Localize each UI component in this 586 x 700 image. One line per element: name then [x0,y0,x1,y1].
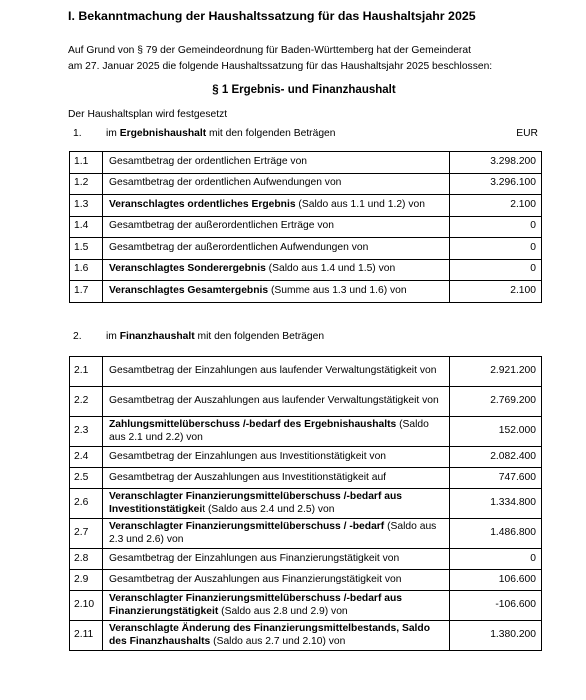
row-text: (Saldo aus 2.7 und 2.10) von [210,635,346,647]
table-row [70,152,542,174]
table-row [70,238,542,260]
row-value: 2.100 [450,281,542,303]
row-number: 1.4 [70,216,103,238]
row-text: (Saldo aus 2.1 und 2.2) von [109,418,429,443]
row-description [103,281,450,303]
row-bold-text: Veranschlagte Änderung des Finanzierungsmittelbestands, Saldo des Finanzhaushalts [109,622,430,647]
row-number: 2.4 [70,447,103,468]
row-bold-text: Veranschlagtes Gesamtergebnis [109,284,269,296]
document-title: I. Bekanntmachung der Haushaltssatzung für das Haushaltsjahr 2025 [68,9,476,23]
table-row [70,195,542,217]
row-value: 0 [450,238,542,260]
row-description [103,447,450,468]
table-row [70,173,542,195]
row-bold-text: Zahlungsmittelüberschuss /-bedarf des Ergebnishaushalts [109,418,397,430]
row-value: 3.298.200 [450,152,542,174]
row-description [103,387,450,417]
currency-label: EUR [516,128,538,139]
row-description [103,570,450,591]
row-text: Gesamtbetrag der ordentlichen Erträge von [109,155,308,167]
row-value: 2.082.400 [450,447,542,468]
row-text: (Saldo aus 2.3 und 2.6) von [109,520,437,545]
row-number: 2.8 [70,549,103,570]
row-value: 106.600 [450,570,542,591]
table-row [70,447,542,468]
row-description [103,468,450,489]
row-number: 2.11 [70,621,103,651]
ergebnishaushalt-table [69,151,542,303]
row-description [103,417,450,447]
row-text: (Saldo aus 1.1 und 1.2) von [295,198,425,210]
row-text: Gesamtbetrag der ordentlichen Aufwendungen von [109,177,342,189]
row-bold-text: Veranschlagter Finanzierungsmittelüberschuss /-bedarf aus Finanzierungstätigkeit [109,592,402,617]
row-number: 2.2 [70,387,103,417]
row-number: 1.7 [70,281,103,303]
row-value: 3.296.100 [450,173,542,195]
row-number: 2.1 [70,357,103,387]
row-text: (Saldo aus 1.4 und 1.5) von [265,263,396,275]
row-value: 1.334.800 [450,489,542,519]
row-number: 2.3 [70,417,103,447]
part2-label: im Finanzhaushalt mit den folgenden Beträgen [106,331,325,342]
row-description [103,357,450,387]
row-bold-text: Veranschlagter Finanzierungsmittelüberschuss / -bedarf [109,520,385,532]
row-description [103,195,450,217]
row-text: Gesamtbetrag der Auszahlungen aus laufender Verwaltungstätigkeit von [109,395,439,407]
intro-line: Auf Grund von § 79 der Gemeindeordnung für Baden-Württemberg hat der Gemeinderat [68,45,471,56]
table-row [70,417,542,447]
table-row [70,621,542,651]
row-number: 2.9 [70,570,103,591]
row-description [103,519,450,549]
row-description [103,489,450,519]
table-row [70,549,542,570]
row-description [103,259,450,281]
row-description [103,591,450,621]
finanzhaushalt-table [69,356,542,651]
table-row [70,387,542,417]
row-value: -106.600 [450,591,542,621]
table-row [70,591,542,621]
row-text: Gesamtbetrag der Einzahlungen aus Finanzierungstätigkeit von [109,552,400,564]
row-value: 152.000 [450,417,542,447]
table-row [70,357,542,387]
row-value: 2.921.200 [450,357,542,387]
row-text: (Summe aus 1.3 und 1.6) von [268,284,407,296]
section-heading: § 1 Ergebnis- und Finanzhaushalt [212,84,396,96]
row-number: 2.7 [70,519,103,549]
lead-text: Der Haushaltsplan wird festgesetzt [68,109,228,120]
row-description [103,621,450,651]
row-bold-text: Veranschlagter Finanzierungsmittelüberschuss /-bedarf aus Investitionstätigkei [109,490,402,515]
row-number: 1.6 [70,259,103,281]
row-value: 1.380.200 [450,621,542,651]
row-text: Gesamtbetrag der außerordentlichen Erträge von [109,220,334,232]
table-row [70,216,542,238]
row-text: (Saldo aus 2.8 und 2.9) von [218,605,348,617]
row-number: 1.5 [70,238,103,260]
row-text: Gesamtbetrag der Einzahlungen aus Investitionstätigkeit von [109,450,387,462]
row-value: 0 [450,259,542,281]
part2-number: 2. [73,331,82,342]
row-number: 2.10 [70,591,103,621]
intro-line: am 27. Januar 2025 die folgende Haushaltssatzung für das Haushaltsjahr 2025 beschlossen: [68,60,493,72]
row-text: t (Saldo aus 2.4 und 2.5) von [202,503,335,515]
table-row [70,519,542,549]
row-value: 0 [450,549,542,570]
row-number: 2.6 [70,489,103,519]
part1-number: 1. [73,128,82,139]
table-row [70,259,542,281]
row-number: 1.3 [70,195,103,217]
row-number: 2.5 [70,468,103,489]
part1-label: im Ergebnishaushalt mit den folgenden Beträgen [106,128,336,139]
table-row [70,281,542,303]
row-text: Gesamtbetrag der Einzahlungen aus laufender Verwaltungstätigkeit von [109,365,437,377]
row-description [103,152,450,174]
row-description [103,216,450,238]
table-row [70,570,542,591]
row-number: 1.2 [70,173,103,195]
row-bold-text: Veranschlagtes ordentliches Ergebnis [109,198,296,210]
row-text: Gesamtbetrag der Auszahlungen aus Investitionstätigkeit auf [109,471,387,483]
row-value: 0 [450,216,542,238]
row-description [103,238,450,260]
table-row [70,468,542,489]
row-value: 2.100 [450,195,542,217]
row-bold-text: Veranschlagtes Sonderergebnis [109,263,266,275]
row-text: Gesamtbetrag der Auszahlungen aus Finanzierungstätigkeit von [109,573,402,585]
row-description [103,173,450,195]
row-value: 2.769.200 [450,387,542,417]
row-value: 1.486.800 [450,519,542,549]
row-text: Gesamtbetrag der außerordentlichen Aufwendungen von [109,241,369,253]
row-number: 1.1 [70,152,103,174]
table-row [70,489,542,519]
intro-paragraph [68,43,558,74]
row-description [103,549,450,570]
row-value: 747.600 [450,468,542,489]
